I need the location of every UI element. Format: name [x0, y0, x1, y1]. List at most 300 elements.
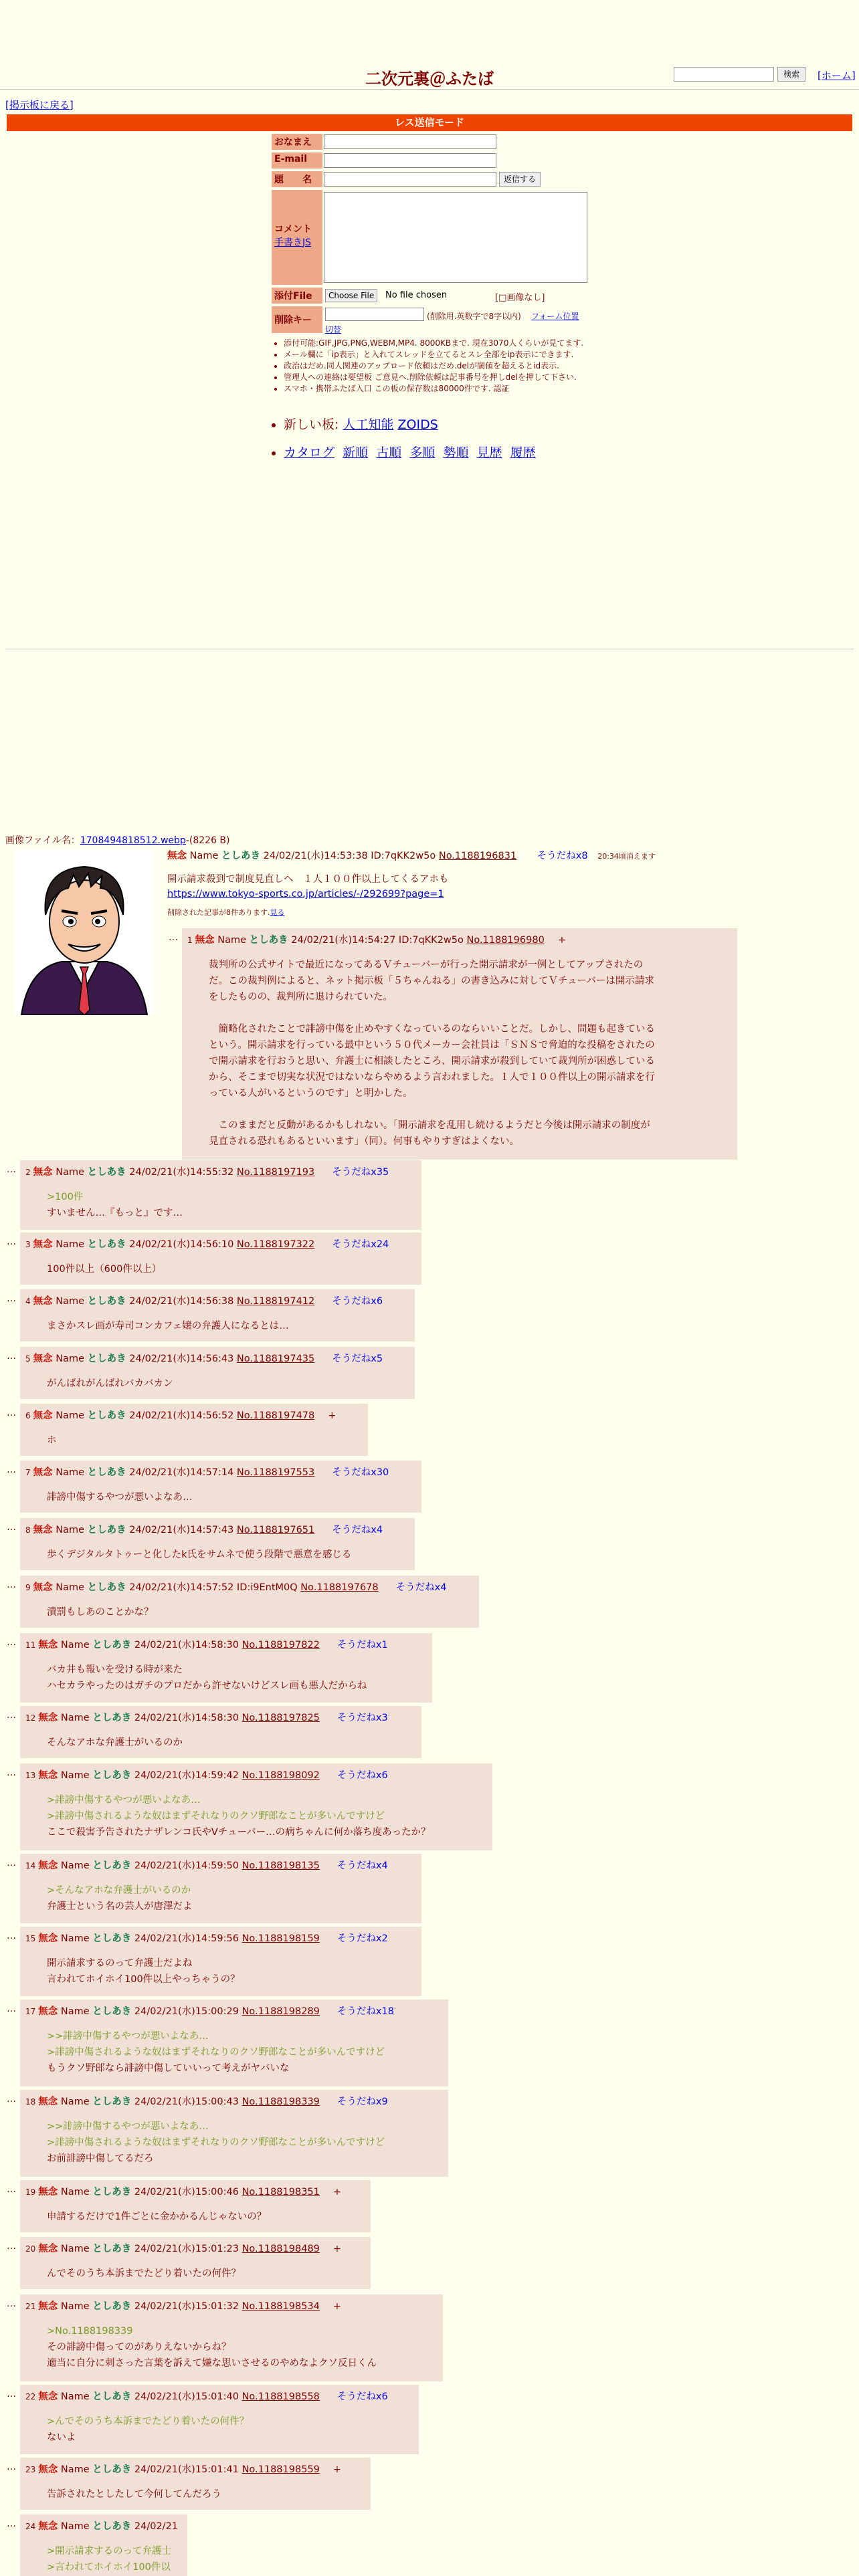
soudane-count[interactable]: そうだねx6 [332, 1296, 383, 1307]
reply-name: としあき [87, 1582, 126, 1593]
op-header: 無念 Name としあき 24/02/21(水)14:53:38 ID:7qKK2w5o No.1188196831 そうだねx8 20:34頃消えます [167, 851, 656, 861]
soudane-count[interactable]: そうだねx18 [337, 2006, 394, 2017]
reply-marker: … [7, 2004, 16, 2014]
quote-line: >誹謗中傷されるような奴はまずそれなりのクソ野郎なことが多いんですけど [47, 2047, 385, 2058]
body-line: 潰罰もしあのことかな？ [47, 1607, 154, 1618]
reply-header: 24 無念 Name としあき 24/02/21 [25, 2521, 179, 2532]
body-line: 言われてホイホイ100件以上やっちゃうの？ [47, 1974, 240, 1985]
reply-datetime: 24/02/21(水)15:01:40 [134, 2391, 239, 2402]
reply-post-number[interactable]: No.1188198159 [242, 1933, 320, 1944]
body-line [209, 1005, 732, 1021]
reply-post-number[interactable]: No.1188198534 [242, 2301, 320, 2312]
op-datetime: 24/02/21(水)14:53:38 ID:7qKK2w5o [263, 851, 436, 861]
soudane-count[interactable]: そうだねx6 [337, 2391, 388, 2402]
op-subject: 無念 [167, 851, 187, 861]
reply-datetime: 24/02/21(水)14:56:38 [129, 1296, 234, 1307]
op-url-link[interactable]: https://www.tokyo-sports.co.jp/articles/-/292699?page=1 [167, 889, 444, 899]
body-line: 申請するだけで1件ごとに金かかるんじゃないの？ [47, 2212, 267, 2222]
reply [20, 1461, 421, 1513]
form-position-link[interactable]: フォーム位置 [531, 312, 579, 321]
reply-datetime: 24/02/21(水)14:56:52 [129, 1410, 234, 1421]
reply-body [47, 1792, 487, 1840]
delete-key-label: 削除キー [272, 306, 322, 333]
reply-header: 18 無念 Name としあき 24/02/21(水)15:00:43 No.1188198339 そうだねx9 [25, 2097, 388, 2107]
soudane-count[interactable]: そうだねx4 [395, 1582, 447, 1593]
sort-old-link[interactable]: 古順 [376, 445, 402, 460]
reply-header: 13 無念 Name としあき 24/02/21(水)14:59:42 No.1188198092 そうだねx6 [25, 1770, 388, 1781]
reply-name: としあき [92, 1713, 132, 1723]
reply-datetime: 24/02/21(水)15:00:29 [134, 2006, 239, 2017]
reply-header: 22 無念 Name としあき 24/02/21(水)15:01:40 No.1188198558 そうだねx6 [25, 2391, 388, 2402]
soudane-count[interactable]: そうだねx30 [332, 1467, 389, 1478]
reply-subject: 無念 [195, 935, 215, 946]
body-line: そんなアホな弁護士がいるのか [47, 1737, 183, 1748]
reply-subject: 無念 [33, 1467, 53, 1478]
deleted-note-line: 削除された記事が8件あります.見る [167, 908, 285, 917]
op-body: 開示請求殺到で制度見直しへ １人１００件以上してくるアホも https://www.tokyo-sports.co.jp/articles/-/292699?page=1 [167, 874, 449, 899]
reply-body [47, 2543, 182, 2575]
reply-subject: 無念 [38, 2464, 58, 2475]
reply-body [47, 2323, 438, 2371]
reply-name: としあき [92, 2301, 132, 2312]
reply-post-number[interactable]: No.1188197478 [236, 1410, 315, 1421]
soudane-count[interactable]: そうだねx6 [337, 1770, 388, 1781]
reply-number: 9 [25, 1583, 31, 1592]
reply-mode-bar: レス送信モード [7, 114, 852, 131]
reply [20, 1763, 492, 1850]
reply-body [47, 2119, 443, 2167]
reply-datetime: 24/02/21(水)14:57:14 [129, 1467, 234, 1478]
image-file-link[interactable]: 1708494818512.webp [80, 835, 186, 846]
sort-new-link[interactable]: 新順 [343, 445, 369, 460]
reply-subject: 無念 [33, 1525, 53, 1535]
reply-datetime: 24/02/21(水)15:01:41 [134, 2464, 239, 2475]
new-board-label: 新しい板: [284, 417, 339, 432]
reply-post-number[interactable]: No.1188197553 [236, 1467, 315, 1478]
reply-marker: … [7, 1637, 16, 1648]
reply-number: 22 [25, 2392, 36, 2401]
reply-subject: 無念 [38, 1860, 58, 1871]
comment-label-cell [272, 190, 322, 285]
reply-datetime: 24/02/21(水)14:56:43 [129, 1354, 234, 1364]
reply-header: 2 無念 Name としあき 24/02/21(水)14:55:32 No.1188197193 そうだねx35 [25, 1167, 389, 1178]
reply [20, 2458, 371, 2510]
search-input[interactable] [674, 67, 774, 82]
reply-name: としあき [87, 1296, 126, 1307]
reply-marker: … [7, 2389, 16, 2399]
reply-post-number[interactable]: No.1188198092 [242, 1770, 320, 1781]
reply-subject: 無念 [38, 2521, 58, 2532]
soudane-count[interactable]: そうだねx4 [337, 1860, 388, 1871]
reply [20, 1927, 421, 1996]
submit-button[interactable]: 返信する [499, 172, 541, 187]
quote-line: >誹謗中傷されるような奴はまずそれなりのクソ野郎なことが多いんですけど [47, 1811, 385, 1822]
reply-header: 7 無念 Name としあき 24/02/21(水)14:57:14 No.1188197553 そうだねx30 [25, 1467, 389, 1478]
reply-post-number[interactable]: No.1188198489 [242, 2244, 320, 2254]
home-link[interactable]: [ホーム] [818, 70, 856, 82]
comment-textarea[interactable] [324, 192, 587, 283]
reply-number: 11 [25, 1640, 36, 1650]
reply-body [47, 1261, 416, 1277]
comment-label: コメント [274, 224, 312, 235]
reply-post-number[interactable]: No.1188198339 [242, 2097, 320, 2107]
reply-marker: … [7, 2298, 16, 2309]
delete-key-note: (削除用.英数字で8字以内) [427, 312, 521, 321]
soudane-count[interactable]: そうだねx3 [337, 1713, 388, 1723]
quote-line: >誹謗中傷するやつが悪いよなあ… [47, 1795, 201, 1806]
reply-datetime: 24/02/21 [134, 2521, 179, 2532]
reply-body [47, 1883, 416, 1915]
js-link[interactable]: JS [302, 237, 312, 248]
soudane-plus-button[interactable]: + [332, 2464, 342, 2475]
reply-post-number[interactable]: No.1188197678 [300, 1582, 379, 1593]
rules-list [272, 338, 618, 395]
soudane-plus-button[interactable]: + [332, 2301, 342, 2312]
body-line: 弁護士という名の芸人が唐澤だよ [47, 1901, 193, 1912]
soudane-count[interactable]: そうだねx4 [332, 1525, 383, 1535]
reply-number: 3 [25, 1240, 31, 1249]
reply [20, 1854, 421, 1923]
body-line: 見直される恐れもあるといいます」（同）。何事もやりすぎはよくない。 [209, 1136, 519, 1147]
body-line: 誹謗中傷するやつが悪いよなあ… [47, 1492, 193, 1503]
reply-body [47, 1318, 409, 1334]
reply-datetime: 24/02/21(水)14:55:32 [129, 1167, 234, 1178]
body-line: 100件以上（600件以上） [47, 1264, 162, 1275]
reply-subject: 無念 [38, 2187, 58, 2197]
reply [20, 1576, 479, 1628]
reply-body [47, 1662, 427, 1694]
reply-subject: 無念 [33, 1410, 53, 1421]
reply-header: 15 無念 Name としあき 24/02/21(水)14:59:56 No.1188198159 そうだねx2 [25, 1933, 388, 1944]
reply-name: としあき [92, 2464, 132, 2475]
reply-post-number[interactable]: No.1188197412 [236, 1296, 315, 1307]
rule-item: • スマホ・携帯ふたば入口 この板の保存数は80000件です. 認証 [284, 384, 618, 393]
reply-datetime: 24/02/21(水)14:57:52 ID:i9EntM0Q [129, 1582, 298, 1593]
reply-subject: 無念 [38, 1770, 58, 1781]
reply-body [47, 1489, 416, 1505]
reply [20, 2180, 371, 2232]
page-title: 二次元裏＠ふたば [365, 70, 494, 88]
reply-marker: … [7, 1465, 16, 1475]
op-thumbnail[interactable] [15, 849, 154, 1015]
reply-marker: … [7, 1237, 16, 1247]
reply-post-number[interactable]: No.1188196980 [466, 935, 545, 946]
reply-marker: … [7, 2184, 16, 2195]
reply-subject: 無念 [33, 1296, 53, 1307]
divider [0, 89, 859, 90]
reply-number: 20 [25, 2244, 36, 2254]
reply-marker: … [7, 2241, 16, 2252]
reply-body [47, 1432, 363, 1448]
op-post-number[interactable]: No.1188196831 [438, 851, 517, 861]
body-line: 歩くデジタルタトゥーと化したk氏をサムネで使う段階で悪意を感じる [47, 1549, 352, 1560]
reply-marker: … [7, 2094, 16, 2105]
body-line: ハセカラやったのはガチのプロだから許せないけどスレ画も悪人だからね [47, 1681, 367, 1691]
reply-datetime: 24/02/21(水)14:56:10 [129, 1239, 234, 1250]
reply [20, 1518, 415, 1570]
reply-header: 1 無念 Name としあき 24/02/21(水)14:54:27 ID:7qKK2w5o No.1188196980 + [187, 935, 566, 946]
reply-body [47, 1547, 409, 1563]
reply-name: としあき [92, 2244, 132, 2254]
soudane-plus-button[interactable]: + [328, 1410, 337, 1421]
reply-header: 21 無念 Name としあき 24/02/21(水)15:01:32 No.1188198534 + [25, 2301, 342, 2312]
reply-number: 13 [25, 1771, 36, 1780]
sort-momentum-link[interactable]: 勢順 [443, 445, 469, 460]
reply-marker: … [7, 1580, 16, 1590]
body-line: っている人がいるというのです」と明かした。 [209, 1088, 413, 1099]
reply-header: 5 無念 Name としあき 24/02/21(水)14:56:43 No.1188197435 そうだねx5 [25, 1354, 383, 1364]
reply-subject: 無念 [33, 1239, 53, 1250]
reply-post-number[interactable]: No.1188197322 [236, 1239, 315, 1250]
soudane-count[interactable]: そうだねx5 [332, 1354, 383, 1364]
reply-number: 19 [25, 2187, 36, 2197]
history-link[interactable]: 履歴 [510, 445, 536, 460]
reply [20, 1160, 421, 1230]
body-line: んでそのうち本訴までたどり着いたの何件？ [47, 2268, 241, 2279]
reply-number: 18 [25, 2097, 36, 2107]
body-line: バカ井も報いを受ける時が来た [47, 1665, 183, 1675]
rule-item: • 政治はだめ.同人関連のアップロード依頼はだめ.delが閾値を超えるとid表示. [284, 361, 618, 370]
reply-marker: … [7, 1767, 16, 1778]
reply-marker: … [7, 1710, 16, 1721]
reply-header: 14 無念 Name としあき 24/02/21(水)14:59:50 No.1188198135 そうだねx4 [25, 1860, 388, 1871]
reply-subject: 無念 [38, 2006, 58, 2017]
file-label: 添付File [272, 288, 322, 304]
reply-subject: 無念 [38, 2097, 58, 2107]
quote-line: >>誹謗中傷するやつが悪いよなあ… [47, 2121, 209, 2132]
reply-post-number[interactable]: No.1188197193 [236, 1167, 315, 1178]
quote-line: >開示請求するのって弁護士 [47, 2546, 172, 2557]
reply [20, 2237, 371, 2289]
body-line: ないよ [47, 2432, 76, 2443]
reply-datetime: 24/02/21(水)14:59:50 [134, 1860, 239, 1871]
reply-datetime: 24/02/21(水)15:00:46 [134, 2187, 239, 2197]
reply [20, 1347, 415, 1399]
reply-body [47, 1189, 416, 1221]
soudane-plus-button[interactable]: + [332, 2244, 342, 2254]
sort-links [272, 443, 536, 461]
reply-name: としあき [87, 1167, 126, 1178]
reply-name: としあき [92, 2521, 132, 2532]
reply-subject: 無念 [38, 1713, 58, 1723]
reply-number: 5 [25, 1354, 31, 1364]
reply-marker: … [169, 932, 178, 943]
handwriting-link[interactable]: 手書き [274, 237, 302, 248]
back-to-board-link[interactable]: [掲示板に戻る] [5, 99, 74, 111]
quote-line: >>誹謗中傷するやつが悪いよなあ… [47, 2031, 209, 2042]
body-line: ここで殺害予告されたナザレンコ氏やVチューバー…の病ちゃんに何か落ち度あったか？ [47, 1827, 431, 1838]
reply-post-number[interactable]: No.1188198135 [242, 1860, 320, 1871]
new-boards [272, 415, 438, 433]
subject-label: 題 名 [272, 171, 322, 187]
reply-subject: 無念 [33, 1582, 53, 1593]
op-name: としあき [221, 851, 260, 861]
reply-datetime: 24/02/21(水)14:59:56 [134, 1933, 239, 1944]
avatar-illustration [15, 849, 154, 1015]
reply-header: 17 無念 Name としあき 24/02/21(水)15:00:29 No.1188198289 そうだねx18 [25, 2006, 394, 2017]
reply-name: としあき [92, 1640, 132, 1650]
sort-many-link[interactable]: 多順 [409, 445, 436, 460]
reply-datetime: 24/02/21(水)14:54:27 ID:7qKK2w5o [291, 935, 464, 946]
reply-number: 21 [25, 2302, 36, 2311]
reply [20, 2090, 448, 2177]
body-line: 適当に自分に刺さった言葉を訴えて嫌な思いさせるのやめなよクソ反日くん [47, 2358, 377, 2369]
body-line: このままだと反動があるかもしれない。「開示請求を乱用し続けるようだと今後は開示請求の制度が [209, 1120, 650, 1131]
reply-marker: … [7, 1931, 16, 1941]
reply-subject: 無念 [33, 1167, 53, 1178]
body-line: 告訴されたとしたして今何してんだろう [47, 2489, 221, 2500]
name-field[interactable] [324, 134, 496, 149]
reply-number: 24 [25, 2522, 36, 2531]
reply-body [47, 2486, 365, 2502]
reply-name: としあき [92, 2097, 132, 2107]
toggle-link[interactable]: 切替 [325, 325, 342, 334]
body-line [209, 1101, 732, 1117]
reply-subject: 無念 [38, 1933, 58, 1944]
reply-number: 17 [25, 2007, 36, 2016]
op-expire: 20:34頃消えます [597, 852, 656, 861]
reply-body [47, 1376, 409, 1392]
reply-header: 20 無念 Name としあき 24/02/21(水)15:01:23 No.1188198489 + [25, 2244, 342, 2254]
body-line: まさかスレ画が寿司コンカフェ嬢の弁護人になるとは… [47, 1321, 289, 1331]
quote-line: >No.1188198339 [47, 2326, 133, 2337]
reply [20, 2385, 419, 2454]
reply-post-number[interactable]: No.1188197435 [236, 1354, 315, 1364]
reply-body [47, 2028, 443, 2076]
reply-post-number[interactable]: No.1188197822 [242, 1640, 320, 1650]
reply-name: としあき [87, 1410, 126, 1421]
soudane-plus-button[interactable]: + [557, 935, 566, 946]
reply-datetime: 24/02/21(水)14:59:42 [134, 1770, 239, 1781]
reply-datetime: 24/02/21(水)15:00:43 [134, 2097, 239, 2107]
reply-marker: … [7, 1164, 16, 1175]
reply-marker: … [7, 1408, 16, 1418]
reply-subject: 無念 [38, 1640, 58, 1650]
reply-datetime: 24/02/21(水)14:58:30 [134, 1640, 239, 1650]
reply-header: 19 無念 Name としあき 24/02/21(水)15:00:46 No.1188198351 + [25, 2187, 342, 2197]
subject-field[interactable] [324, 172, 496, 187]
reply-subject: 無念 [38, 2301, 58, 2312]
reply-name: としあき [92, 2006, 132, 2017]
reply-subject: 無念 [33, 1354, 53, 1364]
reply-subject: 無念 [38, 2391, 58, 2402]
reply-datetime: 24/02/21(水)15:01:32 [134, 2301, 239, 2312]
reply-name: としあき [92, 2391, 132, 2402]
reply-header: 6 無念 Name としあき 24/02/21(水)14:56:52 No.1188197478 + [25, 1410, 337, 1421]
reply-header: 3 無念 Name としあき 24/02/21(水)14:56:10 No.1188197322 そうだねx24 [25, 1239, 389, 1250]
body-line: その誹謗中傷ってのがありえないからね？ [47, 2342, 231, 2353]
soudane-plus-button[interactable]: + [332, 2187, 342, 2197]
view-history-link[interactable]: 見歴 [476, 445, 502, 460]
catalog-link[interactable]: カタログ [284, 445, 335, 460]
reply-header: 12 無念 Name としあき 24/02/21(水)14:58:30 No.1188197825 そうだねx3 [25, 1713, 388, 1723]
op-soudane[interactable]: そうだねx8 [537, 851, 588, 861]
reply [20, 1706, 421, 1758]
reply-number: 6 [25, 1411, 31, 1420]
reply-header: 9 無念 Name としあき 24/02/21(水)14:57:52 ID:i9EntM0Q No.1188197678 そうだねx4 [25, 1582, 447, 1593]
soudane-count[interactable]: そうだねx24 [332, 1239, 389, 1250]
search-button[interactable]: 検索 [777, 67, 805, 82]
reply-number: 8 [25, 1525, 31, 1535]
reply [182, 928, 737, 1160]
reply-name: としあき [87, 1354, 126, 1364]
reply-body [47, 1604, 474, 1620]
quote-line: >んでそのうち本訴までたどり着いたの何件？ [47, 2416, 250, 2427]
quote-line: >そんなアホな弁護士がいるのか [47, 1885, 191, 1896]
reply-marker: … [7, 1351, 16, 1362]
reply-name: としあき [87, 1525, 126, 1535]
body-line: 開示請求するのって弁護士だよね [47, 1958, 193, 1969]
choose-file-button[interactable]: Choose File [325, 289, 377, 302]
reply [20, 1404, 368, 1456]
reply-datetime: 24/02/21(水)14:57:43 [129, 1525, 234, 1535]
reply-name: としあき [92, 1933, 132, 1944]
rule-item: • 管理人への連絡は要望板 ご意見へ.削除依頼は記事番号を押しdelを押して下さい. [284, 372, 618, 382]
delete-key-field[interactable] [325, 308, 424, 321]
reply [20, 1289, 415, 1341]
reply-number: 2 [25, 1168, 31, 1177]
reply-post-number[interactable]: No.1188198559 [242, 2464, 320, 2475]
reply-header: 8 無念 Name としあき 24/02/21(水)14:57:43 No.1188197651 そうだねx4 [25, 1525, 383, 1535]
reply-number: 23 [25, 2465, 36, 2474]
reply-number: 1 [187, 936, 193, 945]
reply-header: 11 無念 Name としあき 24/02/21(水)14:58:30 No.1188197822 そうだねx1 [25, 1640, 388, 1650]
soudane-count[interactable]: そうだねx35 [332, 1167, 389, 1178]
reply-number: 15 [25, 1934, 36, 1943]
reply-post-number[interactable]: No.1188198351 [242, 2187, 320, 2197]
new-board-link-ai[interactable]: 人工知能 [343, 417, 394, 432]
soudane-count[interactable]: そうだねx9 [337, 2097, 388, 2107]
reply-header: 23 無念 Name としあき 24/02/21(水)15:01:41 No.1188198559 + [25, 2464, 342, 2475]
no-file-text: No file chosen [385, 290, 448, 300]
body-line: もうクソ野郎なら誹謗中傷していいって考えがヤバいな [47, 2063, 290, 2074]
no-image-checkbox[interactable]: [□画像なし] [495, 293, 545, 303]
reply-marker: … [7, 1522, 16, 1533]
rule-item: • メール欄に「ip表示」と入れてスレッドを立てるとスレ全部をip表示にできます. [284, 350, 618, 359]
name-label: おなまえ [272, 134, 322, 150]
soudane-count[interactable]: そうだねx1 [337, 1640, 388, 1650]
body-line: から、そこまで切実な状況ではないならやめるよう言われました。１人で１００件以上の開示請求を行 [209, 1072, 655, 1083]
reply-name: としあき [92, 1860, 132, 1871]
reply-subject: 無念 [38, 2244, 58, 2254]
reply-post-number[interactable]: No.1188197651 [236, 1525, 315, 1535]
email-field[interactable] [324, 153, 496, 168]
reply-marker: … [7, 1293, 16, 1304]
reply-name: としあき [87, 1467, 126, 1478]
reply-body [47, 1955, 416, 1988]
quote-line: >言われてホイホイ100件以 [47, 2562, 171, 2573]
reply-post-number[interactable]: No.1188198289 [242, 2006, 320, 2017]
deleted-show-link[interactable]: 見る [270, 908, 285, 917]
body-line: がんばれがんばれバカバカン [47, 1378, 173, 1389]
reply-marker: … [7, 2462, 16, 2472]
reply-post-number[interactable]: No.1188198558 [242, 2391, 320, 2402]
reply-name: としあき [249, 935, 288, 946]
body-line: をしたものの、裁判所に退けられていた。 [209, 992, 393, 1002]
image-file-line: 画像ファイル名：1708494818512.webp-(8226 B) [5, 835, 230, 846]
body-line: で開示請求を行おうと思い、弁護士に相談したところ、開示請求が殺到していて裁判所が困惑している [209, 1056, 655, 1067]
reply-body [47, 2266, 365, 2282]
reply-number: 14 [25, 1861, 36, 1870]
reply-header: 4 無念 Name としあき 24/02/21(水)14:56:38 No.1188197412 そうだねx6 [25, 1296, 383, 1307]
new-board-link-zoids[interactable]: ZOIDS [397, 417, 438, 432]
reply-marker: … [7, 2518, 16, 2529]
soudane-count[interactable]: そうだねx2 [337, 1933, 388, 1944]
reply-post-number[interactable]: No.1188197825 [242, 1713, 320, 1723]
body-line: 裁判所の公式サイトで最近になってあるＶチューバーが行った開示請求が一例としてアップされたの [209, 960, 644, 970]
reply-body [209, 957, 732, 1150]
reply [20, 2514, 187, 2576]
